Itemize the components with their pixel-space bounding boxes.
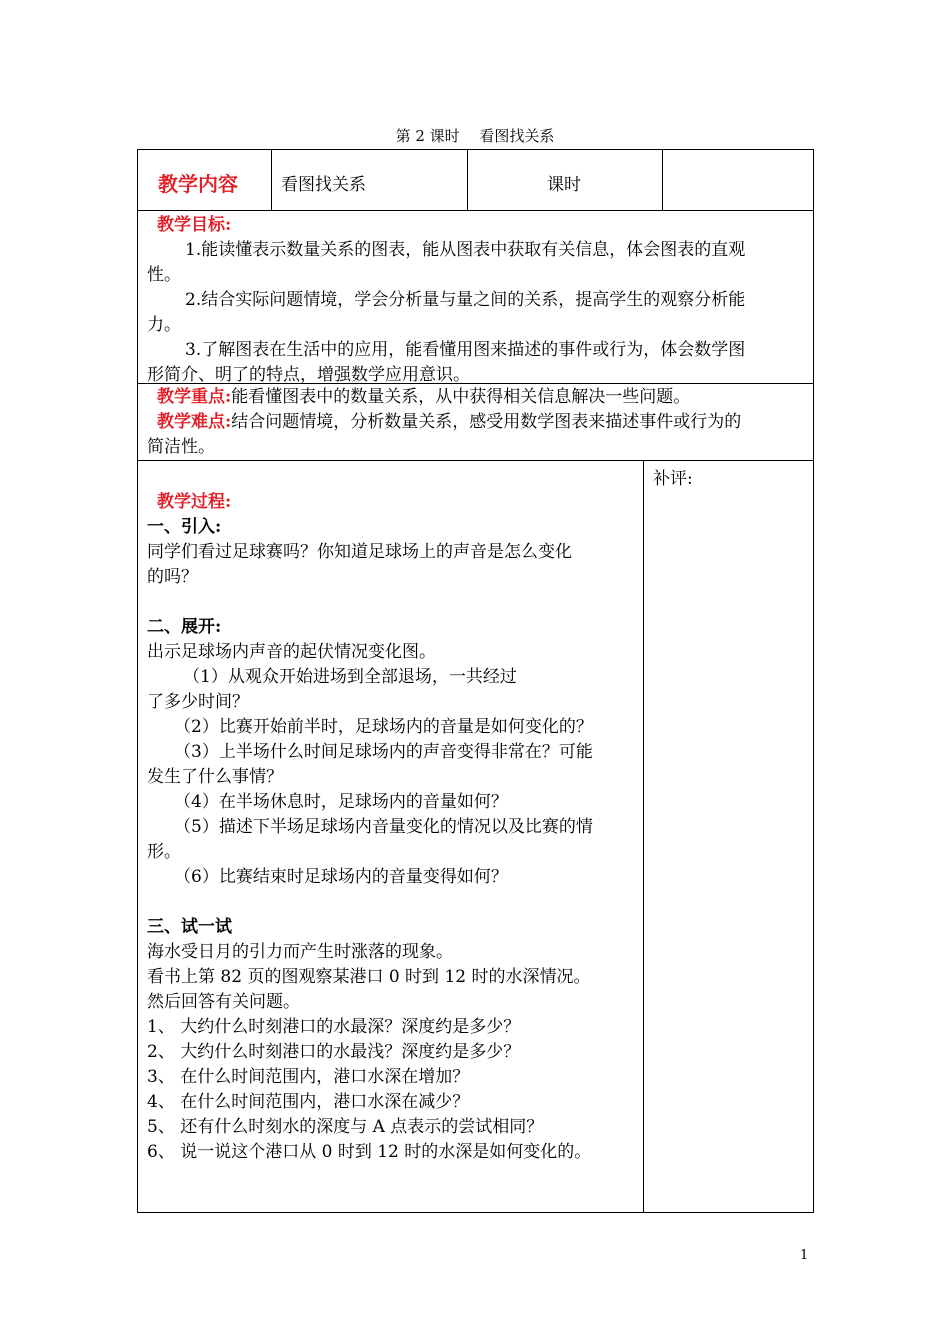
objectives-label: 教学目标:	[157, 215, 232, 235]
objective-line: 力。	[147, 315, 181, 335]
difficulty	[147, 410, 809, 435]
expand-line: 发生了什么事情？	[147, 767, 283, 787]
try-line: 3、 在什么时间范围内，港口水深在增加？	[147, 1067, 470, 1087]
try-heading: 三、试一试	[147, 917, 232, 937]
objectives-section	[147, 213, 809, 388]
intro-heading: 一、引入:	[147, 517, 222, 537]
objective-line: 1.能读懂表示数量关系的图表，能从图表中获取有关信息，体会图表的直观	[185, 240, 746, 260]
expand-heading: 二、展开:	[147, 617, 222, 637]
try-line: 2、 大约什么时刻港口的水最浅？深度约是多少？	[147, 1042, 521, 1062]
expand-line: 形。	[147, 842, 181, 862]
expand-line: （3）上半场什么时间足球场内的声音变得非常在？可能	[174, 742, 593, 762]
divider	[662, 149, 663, 211]
objective-line: 形简介、明了的特点，增强数学应用意识。	[147, 365, 470, 385]
try-line: 5、 还有什么时刻水的深度与 A 点表示的尝试相同？	[147, 1117, 544, 1137]
expand-line: 了多少时间？	[147, 692, 249, 712]
comment-label: 补评:	[653, 469, 693, 489]
expand-line: （4）在半场休息时，足球场内的音量如何？	[174, 792, 508, 812]
divider	[271, 149, 272, 211]
try-line: 海水受日月的引力而产生时涨落的现象。	[147, 942, 453, 962]
intro-line: 同学们看过足球赛吗？你知道足球场上的声音是怎么变化	[147, 542, 572, 562]
expand-line: （5）描述下半场足球场内音量变化的情况以及比赛的情	[174, 817, 593, 837]
divider	[137, 460, 814, 461]
blank-line	[147, 590, 639, 615]
key-point-label: 教学重点:	[157, 387, 232, 407]
expand-line: （6）比赛结束时足球场内的音量变得如何？	[174, 867, 508, 887]
objective-line: 2.结合实际问题情境，学会分析量与量之间的关系，提高学生的观察分析能	[185, 290, 746, 310]
key-point	[147, 385, 809, 410]
objective-line: 性。	[147, 265, 181, 285]
header-topic: 看图找关系	[281, 175, 366, 195]
try-line: 看书上第 82 页的图观察某港口 0 时到 12 时的水深情况。	[147, 967, 591, 987]
expand-line: （1）从观众开始进场到全部退场，一共经过	[183, 667, 517, 687]
page-number: 1	[800, 1248, 809, 1263]
try-line: 4、 在什么时间范围内，港口水深在减少？	[147, 1092, 470, 1112]
expand-line: 出示足球场内声音的起伏情况变化图。	[147, 642, 436, 662]
header-period-label: 课时	[547, 175, 581, 195]
divider	[137, 210, 814, 211]
divider	[643, 460, 644, 1213]
key-difficulty-section	[147, 385, 809, 460]
objective-line: 3.了解图表在生活中的应用，能看懂用图来描述的事件或行为，体会数学图	[185, 340, 746, 360]
difficulty-label: 教学难点:	[157, 412, 232, 432]
try-line: 1、 大约什么时刻港口的水最深？深度约是多少？	[147, 1017, 521, 1037]
header-label: 教学内容	[158, 172, 238, 196]
try-line: 6、 说一说这个港口从 0 时到 12 时的水深是如何变化的。	[147, 1142, 592, 1162]
difficulty-continued: 简洁性。	[147, 437, 215, 457]
divider	[467, 149, 468, 211]
page-title: 第 2 课时 看图找关系	[395, 127, 555, 145]
difficulty-text: 结合问题情境，分析数量关系，感受用数学图表来描述事件或行为的	[231, 412, 742, 432]
process-section	[147, 490, 639, 1165]
try-line: 然后回答有关问题。	[147, 992, 300, 1012]
blank-line	[147, 890, 639, 915]
process-label: 教学过程:	[157, 492, 232, 512]
expand-line: （2）比赛开始前半时，足球场内的音量是如何变化的？	[174, 717, 593, 737]
key-point-text: 能看懂图表中的数量关系，从中获得相关信息解决一些问题。	[231, 387, 691, 407]
intro-line: 的吗？	[147, 567, 198, 587]
